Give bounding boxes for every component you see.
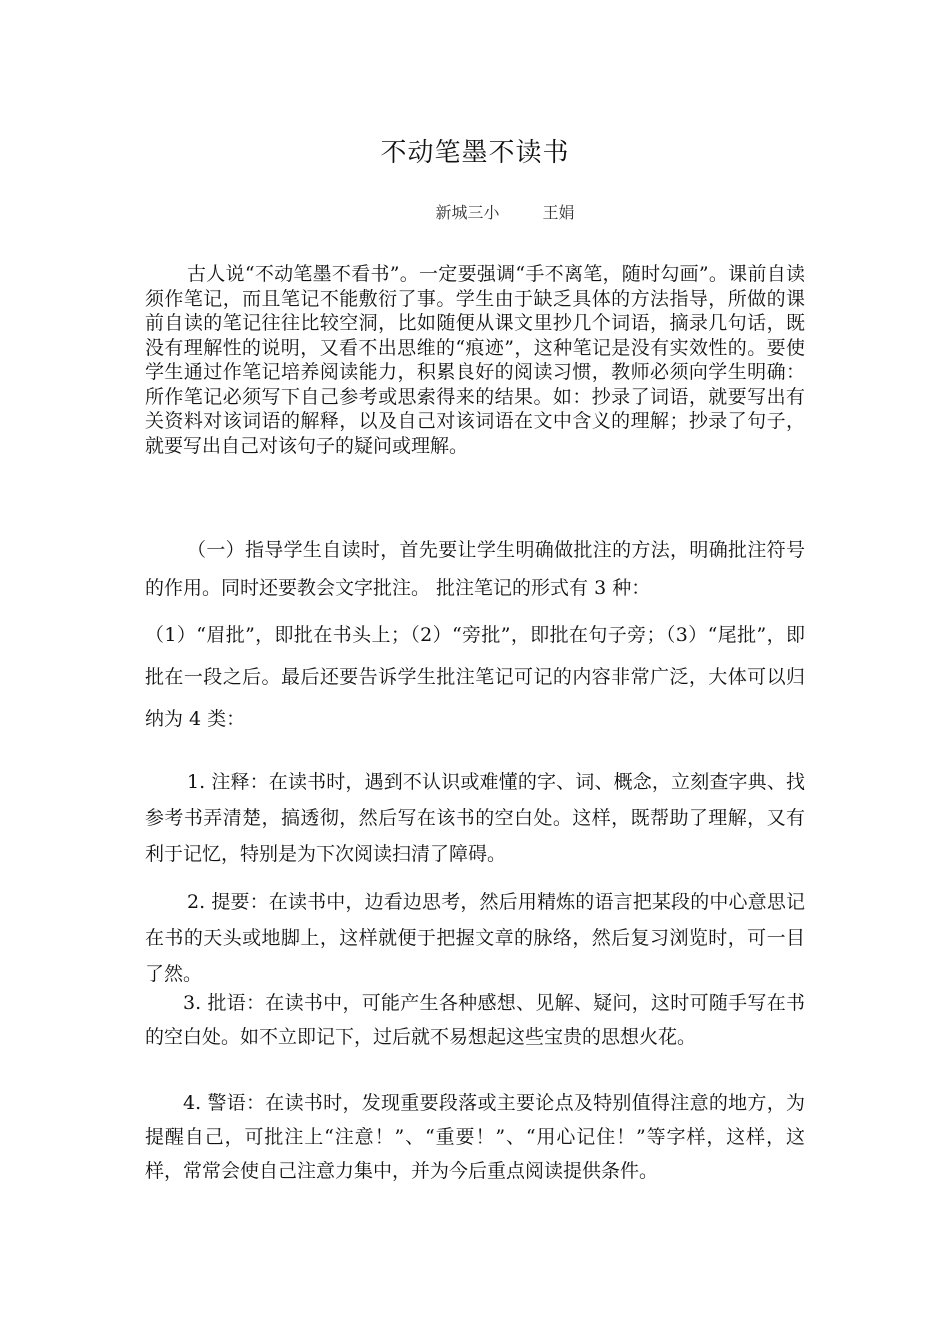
byline-author: 王娟: [542, 203, 575, 222]
list-item-notes: 1. 注释：在读书时，遇到不认识或难懂的字、词、概念，立刻查字典、找参考书弄清楚，搞透彻，然后写在该书的空白处。这样，既帮助了理解，又有利于记忆，特别是为下次阅读扫清了障碍。: [145, 771, 805, 865]
byline: [0, 200, 950, 223]
page-title: 不动笔墨不读书: [380, 138, 570, 168]
list-item-summary: 2. 提要：在读书中，边看边思考，然后用精炼的语言把某段的中心意思记在书的天头或地脚上，这样就便于把握文章的脉络，然后复习浏览时，可一目了然。: [145, 891, 805, 985]
byline-school: 新城三小: [435, 203, 500, 222]
paragraph-intro: 古人说“不动笔墨不看书”。一定要强调“手不离笔，随时勾画”。课前自读须作笔记，而且笔记不能敷衍了事。学生由于缺乏具体的方法指导，所做的课前自读的笔记往往比较空洞，比如随便从课文里抄几个词语，摘录几句话，既没有理解性的说明，又看不出思维的“痕迹”，这种笔记是没有实效性的。要使学生通过作笔记培养阅读能力，积累良好的阅读习惯，教师必须向学生明确：所作笔记必须写下自己参考或思索得来的结果。如：抄录了词语，就要写出有关资料对该词语的解释，以及自己对该词语在文中含义的理解；抄录了句子，就要写出自己对该句子的疑问或理解。: [145, 263, 805, 457]
paragraph-annotation-forms: （1）“眉批”，即批在书头上；（2）“旁批”，即批在句子旁；（3）“尾批”，即批在一段之后。最后还要告诉学生批注笔记可记的内容非常广泛，大体可以归纳为 4 类：: [145, 624, 805, 730]
list-item-warnings: 4. 警语：在读书时，发现重要段落或主要论点及特别值得注意的地方，为提醒自己，可批注上“注意！”、“重要！”、“用心记住！”等字样，这样，这样，常常会使自己注意力集中，并为今后重点阅读提供条件。: [145, 1092, 805, 1182]
paragraph-guidance: （一）指导学生自读时，首先要让学生明确做批注的方法，明确批注符号的作用。同时还要教会文字批注。 批注笔记的形式有 3 种：: [145, 539, 805, 599]
list-item-comments: 3. 批语：在读书中，可能产生各种感想、见解、疑问，这时可随手写在书的空白处。如不立即记下，过后就不易想起这些宝贵的思想火花。: [145, 992, 805, 1048]
